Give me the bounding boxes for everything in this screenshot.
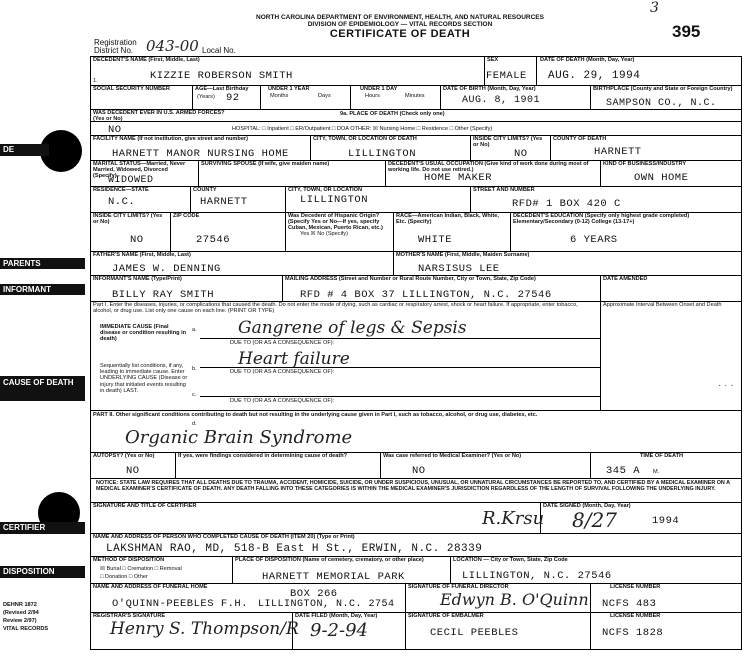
residence-state-value: N.C.	[108, 196, 136, 208]
date-filed-label: DATE FILED (Month, Day, Year)	[295, 613, 378, 619]
decedent-name-label: DECEDENT'S NAME (First, Middle, Last)	[93, 57, 200, 63]
inside-city-value: NO	[514, 148, 528, 160]
scan-mark: · · ·	[718, 380, 734, 391]
district-label: District No.	[94, 46, 134, 55]
cause-b-value: Heart failure	[238, 349, 350, 369]
armed-forces-value: NO	[108, 124, 122, 136]
findings-label: If yes, were findings considered in determining cause of death?	[178, 453, 348, 459]
inside-city-label: INSIDE CITY LIMITS? (Yes or No)	[473, 136, 543, 149]
armed-forces-label: WAS DECEDENT EVER IN U.S. ARMED FORCES? (Yes or No)	[93, 110, 225, 123]
decedent-name: KIZZIE ROBERSON SMITH	[150, 70, 293, 82]
autopsy-value: NO	[126, 465, 140, 477]
race-label: RACE—American Indian, Black, White, Etc. (Specify)	[396, 213, 499, 226]
birthplace-value: SAMPSON CO., N.C.	[606, 98, 717, 109]
hospital-options: HOSPITAL: □ Inpatient □ ER/Outpatient □ DOA OTHER: ☒ Nursing Home □ Residence □ Other (Specify)	[232, 126, 493, 132]
city-of-death-value: LILLINGTON	[348, 148, 417, 160]
date-signed-year: 1994	[652, 515, 680, 527]
embalmer-value: CECIL PEEBLES	[430, 627, 519, 639]
date-filed-value: 9-2-94	[310, 620, 368, 641]
due-to-label-b: DUE TO (OR AS A CONSEQUENCE OF):	[230, 369, 335, 375]
residence-state-label: RESIDENCE—STATE	[93, 187, 149, 193]
informant-name: BILLY RAY SMITH	[112, 289, 215, 301]
side-label-parents: PARENTS	[0, 258, 85, 269]
certifier-signature: R.Krsu	[482, 508, 545, 529]
years-label: (Years)	[197, 94, 215, 100]
time-label: TIME OF DEATH	[640, 453, 684, 459]
under-1-year-label: UNDER 1 YEAR	[268, 86, 310, 92]
date-signed-label: DATE SIGNED (Month, Day, Year)	[543, 503, 631, 509]
education-label: DECEDENT'S EDUCATION (Specify only highest grade completed) Elementary/Secondary (0-12) College (13-17+)	[513, 213, 690, 226]
birthplace-label: BIRTHPLACE (County and State or Foreign Country)	[593, 86, 733, 92]
dod-label: DATE OF DEATH (Month, Day, Year)	[540, 57, 635, 63]
header-agency: NORTH CAROLINA DEPARTMENT OF ENVIRONMENT, HEALTH, AND NATURAL RESOURCES	[256, 14, 544, 21]
license-2-value: NCFS 1828	[602, 627, 664, 639]
dob-value: AUG. 8, 1901	[462, 95, 541, 106]
residence-county-label: COUNTY	[193, 187, 217, 193]
residence-inside-label: INSIDE CITY LIMITS? (Yes or No)	[93, 213, 163, 226]
informant-address: RFD # 4 BOX 37 LILLINGTON, N.C. 27546	[300, 289, 552, 301]
hours-label: Hours	[365, 93, 380, 99]
residence-city-value: LILLINGTON	[300, 194, 369, 206]
license-label-2: LICENSE NUMBER	[610, 613, 661, 619]
race-value: WHITE	[418, 234, 453, 246]
registration-label: Registration	[94, 38, 137, 47]
date-signed-value: 8/27	[572, 508, 617, 532]
form-vital-records: VITAL RECORDS	[3, 626, 49, 632]
interval-label: Approximate Interval Between Onset and Death	[603, 302, 722, 308]
embalmer-label: SIGNATURE OF EMBALMER	[408, 613, 484, 619]
side-label-decedent: DE	[0, 144, 49, 156]
license-1-value: NCFS 483	[602, 598, 657, 610]
method-options-1: ☒ Burial □ Cremation □ Removal	[100, 566, 182, 572]
side-label-disposition: DISPOSITION	[0, 566, 85, 578]
due-to-label-a: DUE TO (OR AS A CONSEQUENCE OF):	[230, 340, 335, 346]
sex-label: SEX	[487, 57, 499, 63]
city-of-death-label: CITY, TOWN, OR LOCATION OF DEATH	[313, 136, 417, 142]
place-disposition-value: HARNETT MEMORIAL PARK	[262, 571, 405, 583]
form-review: Review 2/97)	[3, 618, 37, 624]
funeral-home-name: O'QUINN-PEEBLES F.H.	[112, 598, 249, 610]
district-number: 043-00	[146, 37, 199, 55]
time-value: 345 A	[606, 465, 641, 477]
certificate-number: 395	[672, 22, 701, 41]
place-of-death-label: 9a. PLACE OF DEATH (Check only one)	[340, 111, 445, 117]
director-sig-label: SIGNATURE OF FUNERAL DIRECTOR	[408, 584, 509, 590]
hispanic-label: Was Decedent of Hispanic Origin? (Specify Yes or No—If yes, specify Cuban, Mexican, Puerto Rican, etc.)	[288, 213, 383, 232]
sex-value: FEMALE	[486, 70, 527, 82]
place-disposition-label: PLACE OF DISPOSITION (Name of cemetery, crematory, or other place)	[235, 557, 424, 563]
education-value: 6 YEARS	[570, 234, 618, 246]
funeral-home-city: LILLINGTON, N.C. 2754	[258, 599, 395, 610]
age-label: AGE—Last Birthday	[195, 86, 249, 92]
autopsy-label: AUTOPSY? (Yes or No)	[93, 453, 155, 459]
license-label-1: LICENSE NUMBER	[610, 584, 661, 590]
side-label-cause: CAUSE OF DEATH	[0, 376, 85, 401]
under-1-day-label: UNDER 1 DAY	[360, 86, 398, 92]
header-division: DIVISION OF EPIDEMIOLOGY — VITAL RECORDS SECTION	[307, 21, 493, 28]
days-label: Days	[318, 93, 331, 99]
occupation-value: HOME MAKER	[424, 172, 493, 184]
occupation-label: DECEDENT'S USUAL OCCUPATION (Give kind of work done during most of working life. Do not use retired.)	[388, 161, 589, 174]
form-revised: (Revised 2/94	[3, 610, 39, 616]
method-label: METHOD OF DISPOSITION	[93, 557, 165, 563]
notice-text: NOTICE: STATE LAW REQUIRES THAT ALL DEATHS DUE TO TRAUMA, ACCIDENT, HOMICIDE, SUICIDE, OR UNDER SUSPICIOUS, UNUSUAL, OR UNNATURAL CIRCUMSTANCES BE REPORTED TO, AND CERTIFIED BY A MEDICAL EXAMINER ON A MEDICAL EXAMINER'S CERTIFICATE OF DEATH. ANY DEATH FALLING INTO THESE CATEGORIES IS WITHIN THE MEDICAL EXAMINER'S JURISDICTION REGARDLESS OF THE LENGTH OF SURVIVAL FOLLOWING THE UNDERLYING INJURY.	[96, 480, 730, 493]
completer-value: LAKSHMAN RAO, MD, 518-B East H St., ERWIN, N.C. 28339	[106, 543, 483, 555]
residence-city-label: CITY, TOWN, OR LOCATION	[288, 187, 363, 193]
dob-label: DATE OF BIRTH (Month, Day, Year)	[443, 86, 536, 92]
business-label: KIND OF BUSINESS/INDUSTRY	[603, 161, 687, 167]
hispanic-options: Yes ☒ No (Specify)	[300, 231, 349, 237]
local-label: Local No.	[202, 46, 236, 55]
due-to-label-c: DUE TO (OR AS A CONSEQUENCE OF):	[230, 398, 335, 404]
spouse-label: SURVIVING SPOUSE (If wife, give maiden name)	[201, 161, 330, 167]
time-suffix: M.	[653, 469, 660, 475]
informant-name-label: INFORMANT'S NAME (Type/Print)	[93, 276, 182, 282]
age-value: 92	[226, 92, 240, 104]
mother-value: NARSISUS LEE	[418, 263, 500, 275]
funeral-home-box: BOX 266	[290, 588, 338, 600]
side-label-decedent-tail: NT	[86, 145, 97, 154]
part1-label: Part I. Enter the diseases, injuries, or complications that caused the death. Do not enter the mode of dying, such as cardiac or respiratory arrest, shock or heart failure. If appropriate, enter tobacco, alcohol, or drug use. List only one cause on each line. (PRINT OR TYPE)	[93, 302, 578, 315]
registrar-label: REGISTRAR'S SIGNATURE	[93, 613, 166, 619]
father-label: FATHER'S NAME (First, Middle, Last)	[93, 252, 191, 258]
side-label-certifier: CERTIFIER	[0, 522, 85, 534]
part2-value: Organic Brain Syndrome	[125, 427, 353, 448]
zip-value: 27546	[196, 234, 231, 246]
minutes-label: Minutes	[405, 93, 425, 99]
ssn-label: SOCIAL SECURITY NUMBER	[93, 86, 170, 92]
residence-inside-value: NO	[130, 234, 144, 246]
location-value: LILLINGTON, N.C. 27546	[462, 570, 612, 582]
marital-label: MARITAL STATUS—Married, Never Married, Widowed, Divorced (Specify)	[93, 161, 186, 180]
informant-address-label: MAILING ADDRESS (Street and Number or Rural Route Number, City or Town, State, Zip Code)	[285, 276, 536, 282]
residence-county-value: HARNETT	[200, 196, 248, 208]
me-value: NO	[412, 465, 426, 477]
sequential-label: Sequentially list conditions, if any, leading to immediate cause. Enter UNDERLYING CAUSE (Disease or injury that initiated events resulting in death) LAST.	[100, 363, 188, 394]
me-label: Was case referred to Medical Examiner? (Yes or No)	[383, 453, 522, 459]
date-amended-label: DATE AMENDED	[603, 276, 648, 282]
county-of-death-value: HARNETT	[594, 146, 642, 158]
director-signature: Edwyn B. O'Quinn	[440, 590, 589, 609]
part2-label: PART II. Other significant conditions contributing to death but not resulting in the underlying cause given in Part I, such as tobacco, alcohol, or drug use, diabetes, etc.	[93, 412, 538, 418]
dod-value: AUG. 29, 1994	[548, 70, 641, 82]
funeral-home-label: NAME AND ADDRESS OF FUNERAL HOME	[93, 584, 208, 590]
facility-value: HARNETT MANOR NURSING HOME	[112, 148, 289, 160]
location-label: LOCATION — City or Town, State, Zip Code	[453, 557, 568, 563]
completer-label: NAME AND ADDRESS OF PERSON WHO COMPLETED CAUSE OF DEATH (ITEM 20) (Type or Print)	[93, 534, 355, 540]
form-code: DEHNR 1872	[3, 602, 37, 608]
mother-label: MOTHER'S NAME (First, Middle, Maiden Surname)	[396, 252, 530, 258]
county-of-death-label: COUNTY OF DEATH	[553, 136, 607, 142]
certifier-sig-label: SIGNATURE AND TITLE OF CERTIFIER	[93, 503, 197, 509]
corner-mark: 3	[650, 0, 659, 16]
method-options-2: □ Donation □ Other	[100, 574, 148, 580]
street-label: STREET AND NUMBER	[473, 187, 535, 193]
immediate-cause-label: IMMEDIATE CAUSE (Final disease or condition resulting in death)	[100, 324, 187, 343]
street-value: RFD# 1 BOX 420 C	[512, 198, 621, 210]
months-label: Months	[270, 93, 289, 99]
marital-value: WIDOWED	[108, 175, 154, 186]
cause-a-value: Gangrene of legs & Sepsis	[238, 318, 467, 338]
zip-label: ZIP CODE	[173, 213, 200, 219]
page-title: CERTIFICATE OF DEATH	[329, 28, 471, 40]
father-value: JAMES W. DENNING	[112, 263, 221, 275]
facility-label: FACILITY NAME (If not institution, give street and number)	[93, 136, 248, 142]
side-label-informant: INFORMANT	[0, 284, 85, 295]
business-value: OWN HOME	[634, 172, 689, 184]
registrar-signature: Henry S. Thompson/R	[110, 619, 299, 639]
